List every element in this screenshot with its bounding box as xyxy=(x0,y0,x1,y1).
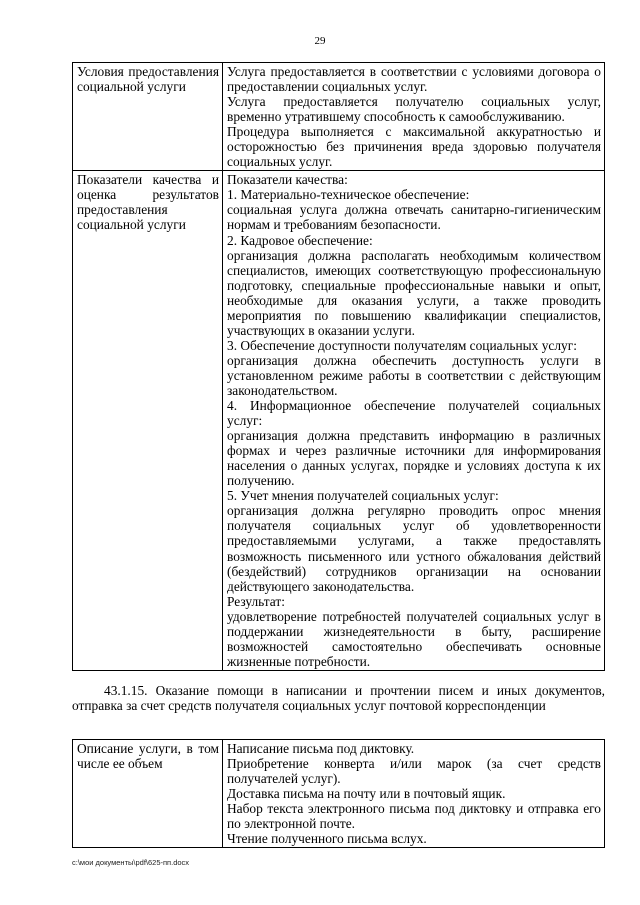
content-line: Услуга предоставляется получателю социальных услуг, временно утратившему способность к самообслуживанию. xyxy=(227,94,601,125)
row-content-quality xyxy=(223,171,605,671)
row-content-description xyxy=(223,740,605,848)
table-row-quality xyxy=(73,171,605,671)
content-line: удовлетворение потребностей получателей социальных услуг в поддержании жизнедеятельности в быту, расширение возможностей самостоятельно обеспечивать основные жизненные потребности. xyxy=(227,608,601,669)
content-line: организация должна обеспечить доступность услуги в установленном режиме работы в соответствии с действующим законодательством. xyxy=(227,352,601,398)
content-line: организация должна регулярно проводить опрос мнения получателя социальных услуг об удовлетворенности предоставляемыми услугами, а также предоставлять возможность письменного или устного обжалования действий (бездействий) сотрудников организации на основании действующего законодательства. xyxy=(227,503,601,594)
row-label-description: Описание услуги, в том числе ее объем xyxy=(73,740,223,848)
content-line: 4. Информационное обеспечение получателей социальных услуг: xyxy=(227,398,601,429)
content-line: 2. Кадровое обеспечение: xyxy=(227,232,373,248)
content-line: 1. Материально-техническое обеспечение: xyxy=(227,187,470,203)
row-content-conditions xyxy=(223,63,605,171)
content-line: 3. Обеспечение доступности получателям социальных услуг: xyxy=(227,337,577,353)
row-label-conditions: Условия предоставления социальной услуги xyxy=(73,63,223,171)
content-line: Приобретение конверта и/или марок (за счет средств получателей услуг). xyxy=(227,756,601,787)
content-line: Услуга предоставляется в соответствии с условиями договора о предоставлении социальных услуг. xyxy=(227,64,601,95)
content-line: организация должна располагать необходимым количеством специалистов, имеющих соответствующую профессиональную подготовку, специальные профессиональные навыки и опыт, необходимые для оказания услуги, а также проводить мероприятия по повышению квалификации специалистов, участвующих в оказании услуги. xyxy=(227,247,601,338)
table-row-conditions xyxy=(73,63,605,171)
content-line: Показатели качества: xyxy=(227,172,348,188)
service-table-bottom xyxy=(72,739,605,848)
page-number: 29 xyxy=(314,35,326,47)
table-row-description xyxy=(73,740,605,848)
content-line: Написание письма под диктовку. xyxy=(227,741,415,756)
footer-file-path: c:\мои документы\pdf\625-пп.docx xyxy=(72,858,190,867)
section-heading xyxy=(72,683,605,713)
content-line: Процедура выполняется с максимальной аккуратностью и осторожностью без причинения вреда здоровью получателя социальных услуг. xyxy=(227,124,601,170)
row-label-quality: Показатели качества и оценка результатов предоставления социальной услуги xyxy=(73,171,223,671)
content-line: Доставка письма на почту или в почтовый ящик. xyxy=(227,786,506,802)
content-line: организация должна представить информацию в различных формах и через различные источники для информирования населения о данных услугах, порядке и условиях доступа к их получению. xyxy=(227,428,601,489)
content-line: Чтение полученного письма вслух. xyxy=(227,831,427,847)
content-line: Результат: xyxy=(227,593,285,609)
content-line: Набор текста электронного письма под диктовку и отправка его по электронной почте. xyxy=(227,801,601,832)
content-line: 5. Учет мнения получателей социальных услуг: xyxy=(227,488,499,504)
content-line: социальная услуга должна отвечать санитарно-гигиеническим нормам и требованиям безопасности. xyxy=(227,202,601,233)
section-heading-text: 43.1.15. Оказание помощи в написании и прочтении писем и иных документов, отправка за счет средств получателя социальных услуг почтовой корреспонденции xyxy=(72,683,605,714)
service-table-top xyxy=(72,62,605,671)
